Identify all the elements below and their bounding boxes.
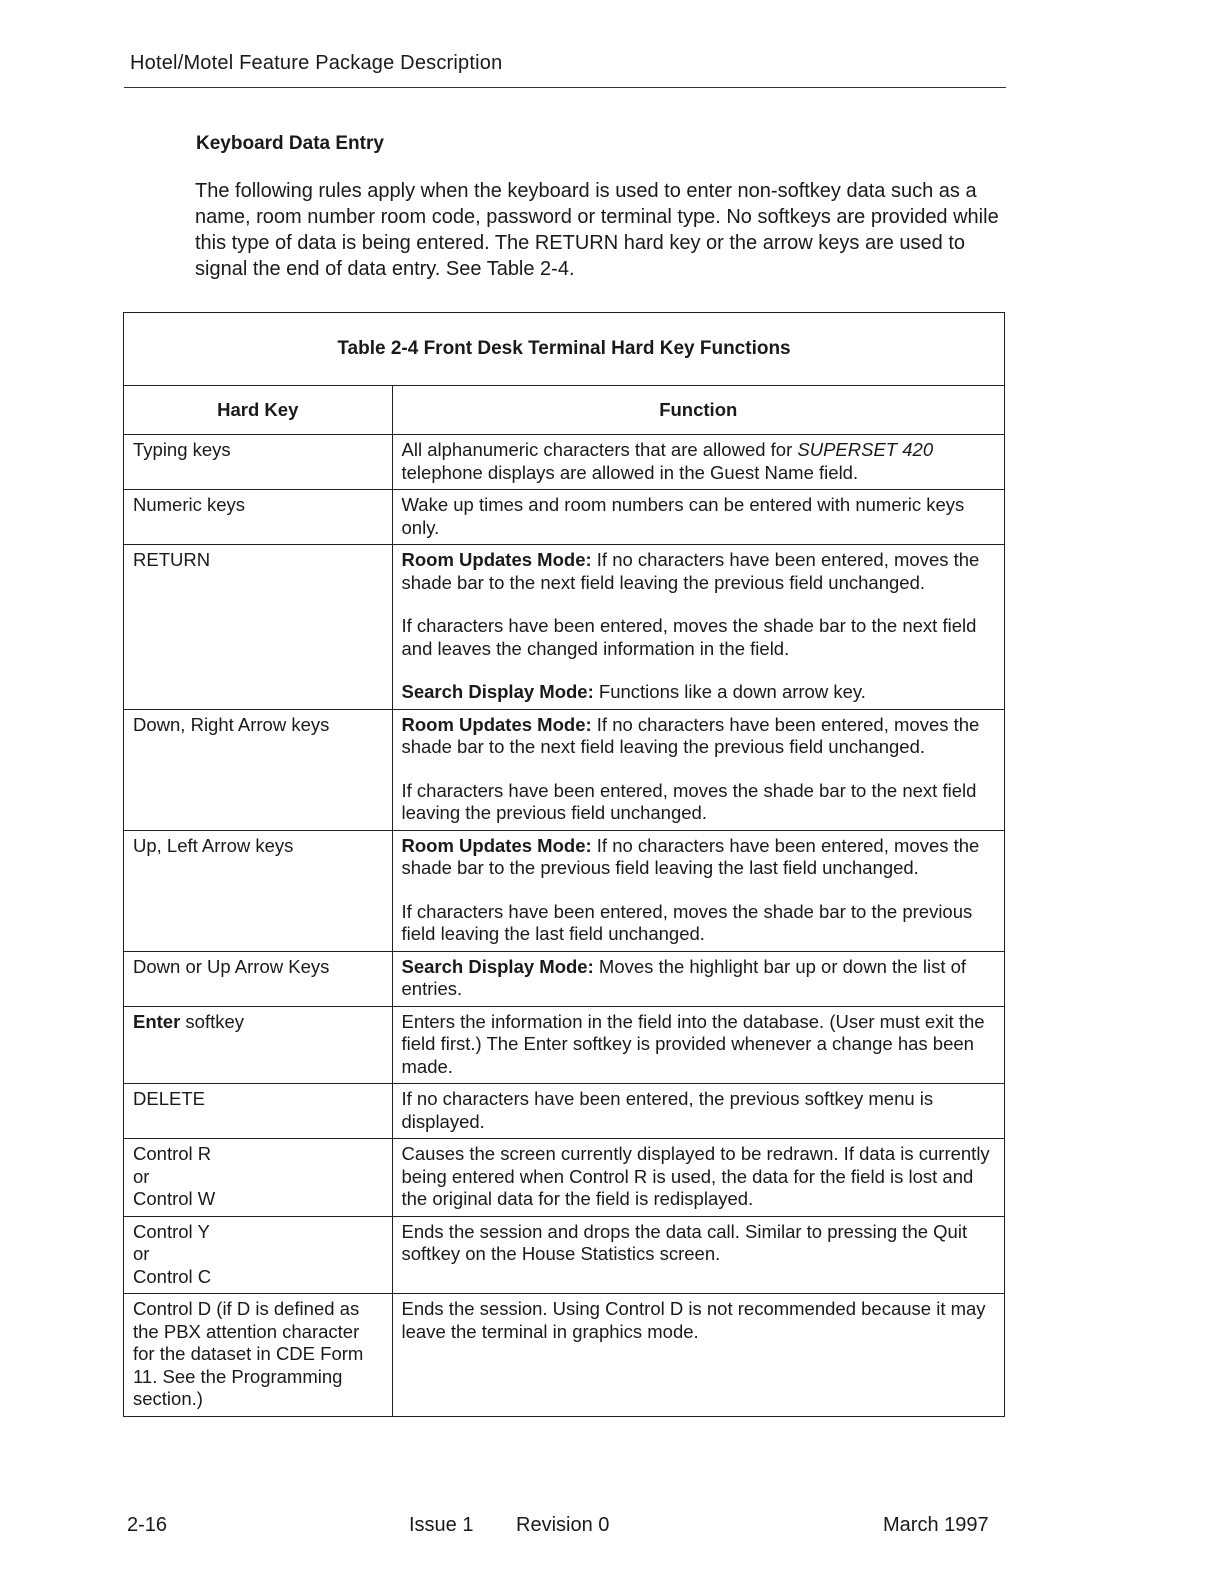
hard-key-grid bbox=[124, 386, 1004, 1416]
hard-key-label: Typing keys bbox=[133, 439, 231, 460]
table-row bbox=[124, 1216, 1004, 1294]
function-text: Wake up times and room numbers can be entered with numeric keys only. bbox=[401, 494, 965, 538]
hard-key-cell bbox=[124, 951, 392, 1006]
function-paragraph bbox=[402, 1011, 997, 1079]
hard-key-label: softkey bbox=[180, 1010, 245, 1032]
running-header-title: Hotel/Motel Feature Package Description bbox=[130, 52, 503, 74]
hard-key-cell bbox=[124, 490, 392, 545]
function-text: All alphanumeric characters that are allowed for bbox=[401, 439, 798, 460]
function-cell bbox=[392, 1294, 1004, 1416]
mode-label: Room Updates Mode: bbox=[401, 549, 592, 570]
hard-key-cell bbox=[124, 1294, 392, 1416]
hard-key-label: Down or Up Arrow Keys bbox=[133, 955, 330, 977]
hard-key-cell bbox=[124, 1216, 392, 1294]
col-header-function: Function bbox=[392, 386, 1004, 435]
function-paragraph bbox=[402, 615, 997, 660]
function-paragraph bbox=[402, 549, 997, 594]
hard-key-label: RETURN bbox=[133, 549, 211, 570]
mode-label: Room Updates Mode: bbox=[401, 713, 592, 735]
footer-page-number: 2-16 bbox=[127, 1514, 168, 1536]
hard-key-cell bbox=[124, 1084, 392, 1139]
table-caption: Table 2-4 Front Desk Terminal Hard Key Functions bbox=[124, 313, 1004, 386]
table-row bbox=[124, 490, 1004, 545]
product-name: SUPERSET 420 bbox=[797, 439, 934, 460]
function-paragraph bbox=[402, 681, 997, 704]
function-text: telephone displays are allowed in the Guest Name field. bbox=[401, 461, 859, 483]
function-cell bbox=[392, 545, 1004, 710]
function-paragraph bbox=[402, 714, 997, 759]
function-text: Ends the session. Using Control D is not recommended because it may leave the terminal in graphics mode. bbox=[401, 1298, 986, 1342]
footer-revision: Revision 0 bbox=[516, 1514, 610, 1536]
hard-key-table bbox=[123, 312, 1005, 1417]
function-text: Moves the highlight bar up or down the list of entries. bbox=[401, 955, 967, 999]
function-paragraph bbox=[402, 494, 997, 539]
function-cell bbox=[392, 1084, 1004, 1139]
table-row bbox=[124, 545, 1004, 710]
function-text: If no characters have been entered, moves the shade bar to the next field leaving the previous field unchanged. bbox=[401, 549, 980, 593]
mode-label: Search Display Mode: bbox=[401, 955, 594, 977]
function-cell bbox=[392, 490, 1004, 545]
function-paragraph bbox=[402, 835, 997, 880]
function-cell bbox=[392, 1006, 1004, 1084]
hard-key-cell bbox=[124, 709, 392, 830]
function-paragraph bbox=[402, 780, 997, 825]
function-paragraph bbox=[402, 901, 997, 946]
function-text: Enters the information in the field into the database. (User must exit the field first.) The Enter softkey is provided whenever a change has been made. bbox=[401, 1010, 985, 1077]
header-rule bbox=[124, 87, 1006, 88]
function-text: If no characters have been entered, the previous softkey menu is displayed. bbox=[401, 1088, 934, 1132]
hard-key-cell bbox=[124, 435, 392, 490]
function-paragraph bbox=[402, 956, 997, 1001]
function-cell bbox=[392, 1216, 1004, 1294]
table-row bbox=[124, 1139, 1004, 1217]
hard-key-cell bbox=[124, 545, 392, 710]
hard-key-bold-label: Enter bbox=[133, 1010, 181, 1032]
col-header-hard-key: Hard Key bbox=[124, 386, 392, 435]
function-paragraph bbox=[402, 1088, 997, 1133]
hard-key-line: Control W bbox=[133, 1188, 216, 1209]
function-text: If characters have been entered, moves the shade bar to the previous field leaving the last field unchanged. bbox=[401, 900, 973, 944]
mode-label: Search Display Mode: bbox=[401, 681, 594, 702]
hard-key-line: Control Y bbox=[133, 1220, 210, 1242]
hard-key-label: DELETE bbox=[133, 1088, 205, 1109]
hard-key-line: Control C bbox=[133, 1265, 212, 1287]
hard-key-cell bbox=[124, 1139, 392, 1217]
hard-key-line: Control R bbox=[133, 1143, 212, 1164]
function-text: If characters have been entered, moves the shade bar to the next field and leaves the changed information in the field. bbox=[401, 615, 977, 659]
function-paragraph bbox=[402, 1143, 997, 1211]
hard-key-label: Up, Left Arrow keys bbox=[133, 834, 294, 856]
hard-key-line: or bbox=[133, 1165, 150, 1187]
hard-key-cell bbox=[124, 1006, 392, 1084]
function-cell bbox=[392, 435, 1004, 490]
table-row bbox=[124, 709, 1004, 830]
function-paragraph bbox=[402, 1221, 997, 1266]
function-text: Causes the screen currently displayed to be redrawn. If data is currently being entered when Control R is used, the data for the field is lost and the original data for the field is redisplayed. bbox=[401, 1143, 990, 1209]
table-row bbox=[124, 951, 1004, 1006]
hard-key-label: Control D (if D is defined as the PBX attention character for the dataset in CDE Form 11. See the Programming section.) bbox=[133, 1298, 364, 1409]
hard-key-line: or bbox=[133, 1243, 150, 1264]
hard-key-cell bbox=[124, 830, 392, 951]
hard-key-label: Down, Right Arrow keys bbox=[133, 713, 330, 735]
function-paragraph bbox=[402, 439, 997, 484]
function-cell bbox=[392, 830, 1004, 951]
function-text: If characters have been entered, moves the shade bar to the next field leaving the previous field unchanged. bbox=[401, 779, 977, 823]
hard-key-label: Numeric keys bbox=[133, 494, 246, 515]
function-cell bbox=[392, 1139, 1004, 1217]
mode-label: Room Updates Mode: bbox=[401, 834, 592, 856]
table-row bbox=[124, 1006, 1004, 1084]
table-row bbox=[124, 830, 1004, 951]
function-text: Functions like a down arrow key. bbox=[593, 681, 866, 702]
table-row bbox=[124, 1084, 1004, 1139]
function-text: If no characters have been entered, moves the shade bar to the next field leaving the previous field unchanged. bbox=[401, 713, 980, 757]
footer-issue: Issue 1 bbox=[409, 1514, 474, 1536]
function-cell bbox=[392, 951, 1004, 1006]
function-cell bbox=[392, 709, 1004, 830]
table-row bbox=[124, 435, 1004, 490]
function-text: Ends the session and drops the data call. Similar to pressing the Quit softkey on the House Statistics screen. bbox=[401, 1220, 968, 1264]
function-text: If no characters have been entered, moves the shade bar to the previous field leaving the last field unchanged. bbox=[401, 834, 980, 878]
table-header-row bbox=[124, 386, 1004, 435]
section-heading: Keyboard Data Entry bbox=[196, 133, 384, 154]
footer-date: March 1997 bbox=[883, 1514, 989, 1536]
function-paragraph bbox=[402, 1298, 997, 1343]
intro-paragraph: The following rules apply when the keyboard is used to enter non-softkey data such as a name, room number room code, password or terminal type. No softkeys are provided while this type of data is being entered. The RETURN hard key or the arrow keys are used to signal the end of data entry. See Table 2-4. bbox=[195, 180, 999, 280]
table-row bbox=[124, 1294, 1004, 1416]
